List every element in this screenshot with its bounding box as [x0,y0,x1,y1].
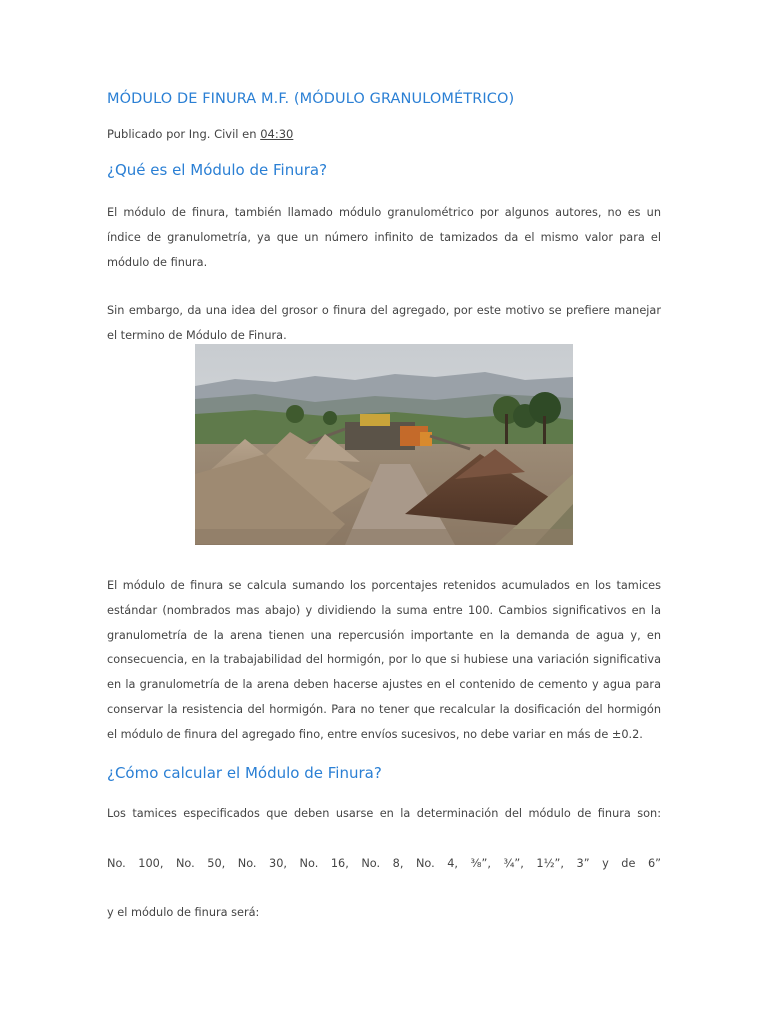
section-heading-what-is: ¿Qué es el Módulo de Finura? [107,161,328,179]
gravel-quarry-photo [195,344,573,545]
paragraph-modulus-formula-intro: y el módulo de finura será: [107,906,260,919]
sieve-list: No. 100, No. 50, No. 30, No. 16, No. 8, No. 4, ⅜”, ¾”, 1½”, 3” y de 6” [107,857,661,870]
post-meta-prefix: Publicado por Ing. Civil en [107,127,261,141]
paragraph-calculation: El módulo de finura se calcula sumando los porcentajes retenidos acumulados en los tamices estándar (nombrados mas abajo) y dividiendo la suma entre 100. Cambios significativos en la granulometría de la arena tienen una repercusión importante en la demanda de agua y, en consecuencia, en la trabajabilidad del hormigón, por lo que si hubiese una variación significativa en la granulometría de la arena deben hacerse ajustes en el contenido de cemento y agua para conservar la resistencia del hormigón. Para no tener que recalcular la dosificación del hormigón el módulo de finura del agregado fino, entre envíos sucesivos, no debe variar en más de ±0.2. [107,579,661,741]
post-meta [107,127,293,141]
paragraph-idea: Sin embargo, da una idea del grosor o finura del agregado, por este motivo se prefiere manejar el termino de Módulo de Finura. [107,304,661,342]
post-time-link[interactable]: 04:30 [260,127,294,141]
section-heading-how-to-calculate: ¿Cómo calcular el Módulo de Finura? [107,764,382,782]
article-title: MÓDULO DE FINURA M.F. (MÓDULO GRANULOMÉTRICO) [107,91,515,107]
paragraph-definition: El módulo de finura, también llamado módulo granulométrico por algunos autores, no es un índice de granulometría, ya que un número infinito de tamizados da el mismo valor para el módulo de finura. [107,206,661,269]
paragraph-sieves-intro: Los tamices especificados que deben usarse en la determinación del módulo de finura son: [107,807,661,820]
